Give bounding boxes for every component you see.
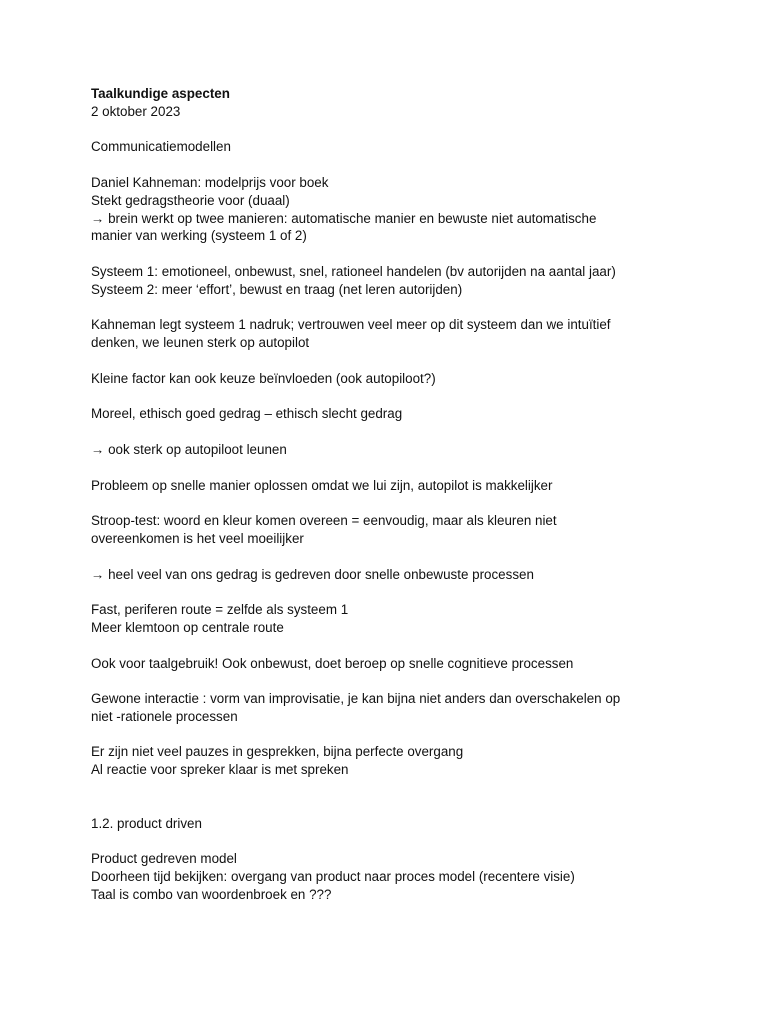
paragraph-line: Gewone interactie : vorm van improvisatie, je kan bijna niet anders dan overschakelen op [91, 691, 621, 707]
blank-line [91, 245, 691, 263]
blank-line [91, 423, 691, 441]
paragraph-line: Stekt gedragstheorie voor (duaal) [91, 192, 290, 208]
blank-line [91, 494, 691, 512]
blank-line [91, 583, 691, 601]
paragraph-line: Ook voor taalgebruik! Ook onbewust, doet beroep op snelle cognitieve processen [91, 655, 574, 671]
paragraph-line: Kleine factor kan ook keuze beïnvloeden (ook autopiloot?) [91, 370, 436, 386]
paragraph-line: Meer klemtoon op centrale route [91, 619, 284, 635]
blank-line [91, 299, 691, 317]
paragraph-line: denken, we leunen sterk op autopilot [91, 335, 310, 351]
paragraph-line: Probleem op snelle manier oplossen omdat we lui zijn, autopilot is makkelijker [91, 477, 553, 493]
paragraph-line: Systeem 1: emotioneel, onbewust, snel, rationeel handelen (bv autorijden na aantal jaar) [91, 263, 616, 279]
section-heading: Communicatiemodellen [91, 139, 231, 155]
blank-line [91, 388, 691, 406]
document-date: 2 oktober 2023 [91, 103, 181, 119]
paragraph-line: Doorheen tijd bekijken: overgang van product naar proces model (recentere visie) [91, 869, 575, 885]
blank-line [91, 459, 691, 477]
paragraph-line: Moreel, ethisch goed gedrag – ethisch slecht gedrag [91, 406, 403, 422]
paragraph-line: Taal is combo van woordenbroek en ??? [91, 886, 332, 902]
blank-line [91, 672, 691, 690]
paragraph-line: Systeem 2: meer ‘effort’, bewust en traag (net leren autorijden) [91, 281, 463, 297]
blank-line [91, 548, 691, 566]
section-heading: 1.2. product driven [91, 815, 202, 831]
paragraph-line: Al reactie voor spreker klaar is met spreken [91, 762, 349, 778]
paragraph-line: manier van werking (systeem 1 of 2) [91, 228, 307, 244]
blank-line [91, 726, 691, 744]
paragraph-line: overeenkomen is het veel moeilijker [91, 530, 304, 546]
blank-line [91, 121, 691, 139]
paragraph-line: Kahneman legt systeem 1 nadruk; vertrouwen veel meer op dit systeem dan we intuïtief [91, 317, 611, 333]
blank-line [91, 156, 691, 174]
paragraph-line: Er zijn niet veel pauzes in gesprekken, bijna perfecte overgang [91, 744, 464, 760]
paragraph-line: niet -rationele processen [91, 708, 238, 724]
blank-line [91, 352, 691, 370]
blank-line [91, 832, 691, 850]
blank-line [91, 637, 691, 655]
paragraph-line: Product gedreven model [91, 851, 237, 867]
paragraph-line: → ook sterk op autopiloot leunen [91, 441, 287, 457]
paragraph-line: Stroop-test: woord en kleur komen overeen = eenvoudig, maar als kleuren niet [91, 513, 557, 529]
paragraph-line: → brein werkt op twee manieren: automatische manier en bewuste niet automatische [91, 210, 597, 226]
paragraph-line: → heel veel van ons gedrag is gedreven door snelle onbewuste processen [91, 566, 534, 582]
paragraph-line: Fast, periferen route = zelfde als systeem 1 [91, 602, 349, 618]
paragraph-line: Daniel Kahneman: modelprijs voor boek [91, 174, 329, 190]
document-title: Taalkundige aspecten [91, 86, 230, 101]
blank-line [91, 779, 691, 815]
document-page [91, 85, 691, 904]
